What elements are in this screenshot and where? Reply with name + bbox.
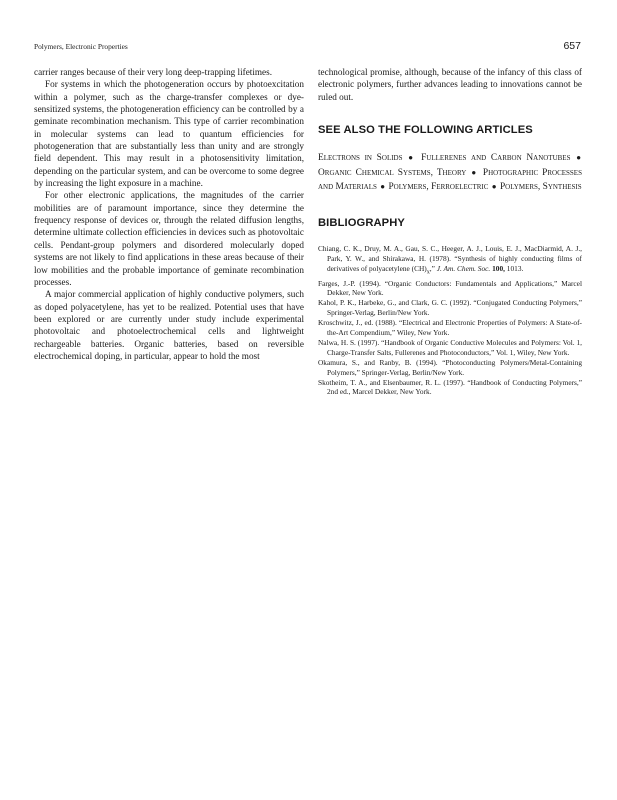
left-column [34, 66, 304, 362]
bibliography-entry: Okamura, S., and Ranby, B. (1994). “Photoconducting Polymers/Metal-Containing Polymers,” Springer-Verlag, Berlin/New York. [318, 357, 582, 377]
body-paragraph: carrier ranges because of their very long deep-trapping lifetimes. [34, 67, 273, 77]
bibliography-entry: Kroschwitz, J., ed. (1988). “Electrical and Electronic Properties of Polymers: A State-of-the-Art Compendium,” Wiley, New York. [318, 318, 582, 338]
body-paragraph: For other electronic applications, the magnitudes of the carrier mobilities are of paramount importance, since they determine the frequency response of devices or, through the related diffusion lengths, determine ultimate collection efficiencies in devices such as photovoltaic cells. Pendant-group polymers and disordered molecularly doped systems are not likely to find applications in these areas because of their low mobilities and the probable importance of geminate recombination processes. [34, 190, 304, 287]
bibliography-heading: BIBLIOGRAPHY [318, 216, 405, 229]
bib-journal: J. Am. Chem. Soc. [436, 264, 491, 274]
see-also-list [318, 151, 582, 194]
bib-authors-title: Chiang, C. K., Druy, M. A., Gau, S. C., Heeger, A. J., Louis, E. J., MacDiarmid, A. J., Park, Y. W., and Shirakawa, H. (1978). “Synthesis of highly conducting films of derivatives of polyacetylene (CH) [318, 244, 582, 274]
bullet-icon: ● [471, 167, 478, 177]
bibliography-entry: Kahol, P. K., Harbeke, G., and Clark, G. C. (1992). “Conjugated Conducting Polymers,” Springer-Verlag, Berlin/New York. [318, 298, 582, 318]
body-paragraph: A major commercial application of highly conductive polymers, such as doped polyacetylene, has yet to be realized. Potential uses that have been explored or are currently under study include experimental photovoltaic and photoelectrochemical cells and lightweight rechargeable batteries. Organic batteries, based on reversible electrochemical doping, in particular, appear to hold the most [34, 289, 304, 361]
see-also-item[interactable]: Fullerenes and Carbon Nanotubes [421, 153, 571, 164]
bib-volume: 100, [492, 264, 505, 274]
bibliography-entry: Skotheim, T. A., and Elsenbaumer, R. L. (1997). “Handbook of Conducting Polymers,” 2nd ed., Marcel Dekker, New York. [318, 377, 582, 397]
see-also-item[interactable]: Photographic Processes and Materials [318, 167, 582, 192]
bullet-icon: ● [491, 181, 497, 191]
body-paragraph-continuation: technological promise, although, because of the infancy of this class of electronic polymers, further advances leading to innovations cannot be ruled out. [318, 67, 582, 102]
running-head: Polymers, Electronic Properties [34, 42, 128, 51]
bullet-icon: ● [576, 153, 582, 163]
bib-title-close: ,” [429, 264, 435, 274]
bullet-icon: ● [380, 181, 386, 191]
bibliography-entry: Nalwa, H. S. (1997). “Handbook of Organic Conductive Molecules and Polymers: Vol. 1, Charge-Transfer Salts, Fullerenes and Photoconductors,” Vol. 1, Wiley, New York. [318, 337, 582, 357]
bib-subscript: x [426, 269, 430, 276]
bibliography-entry: Farges, J.-P. (1994). “Organic Conductors: Fundamentals and Applications,” Marcel Dekker, New York. [318, 278, 582, 298]
see-also-heading: SEE ALSO THE FOLLOWING ARTICLES [318, 124, 533, 137]
see-also-item[interactable]: Polymers, Synthesis [499, 181, 582, 192]
bibliography-entry [318, 244, 582, 278]
body-paragraph: For systems in which the photogeneration occurs by photoexcitation within a polymer, such as the charge-transfer complexes or dye-sensitized systems, the photogeneration efficiency can be controlled by a geminate recombination mechanism. This type of carrier recombination in molecular systems can lead to quantum efficiencies for photogeneration that are substantially less than unity and are strongly field dependent. This may result in a photosensitivity limitation, depending on the particular system, and can be overcome to some degree by increasing the light exposure in a machine. [34, 79, 304, 189]
bibliography-list [318, 244, 582, 397]
see-also-item[interactable]: Polymers, Ferroelectric [388, 181, 489, 192]
page-number: 657 [563, 40, 581, 52]
bib-pages: 1013. [506, 264, 524, 274]
right-column [318, 66, 582, 397]
bullet-icon: ● [408, 153, 416, 163]
see-also-item[interactable]: Organic Chemical Systems, Theory [318, 167, 467, 178]
see-also-item[interactable]: Electrons in Solids [318, 153, 403, 164]
